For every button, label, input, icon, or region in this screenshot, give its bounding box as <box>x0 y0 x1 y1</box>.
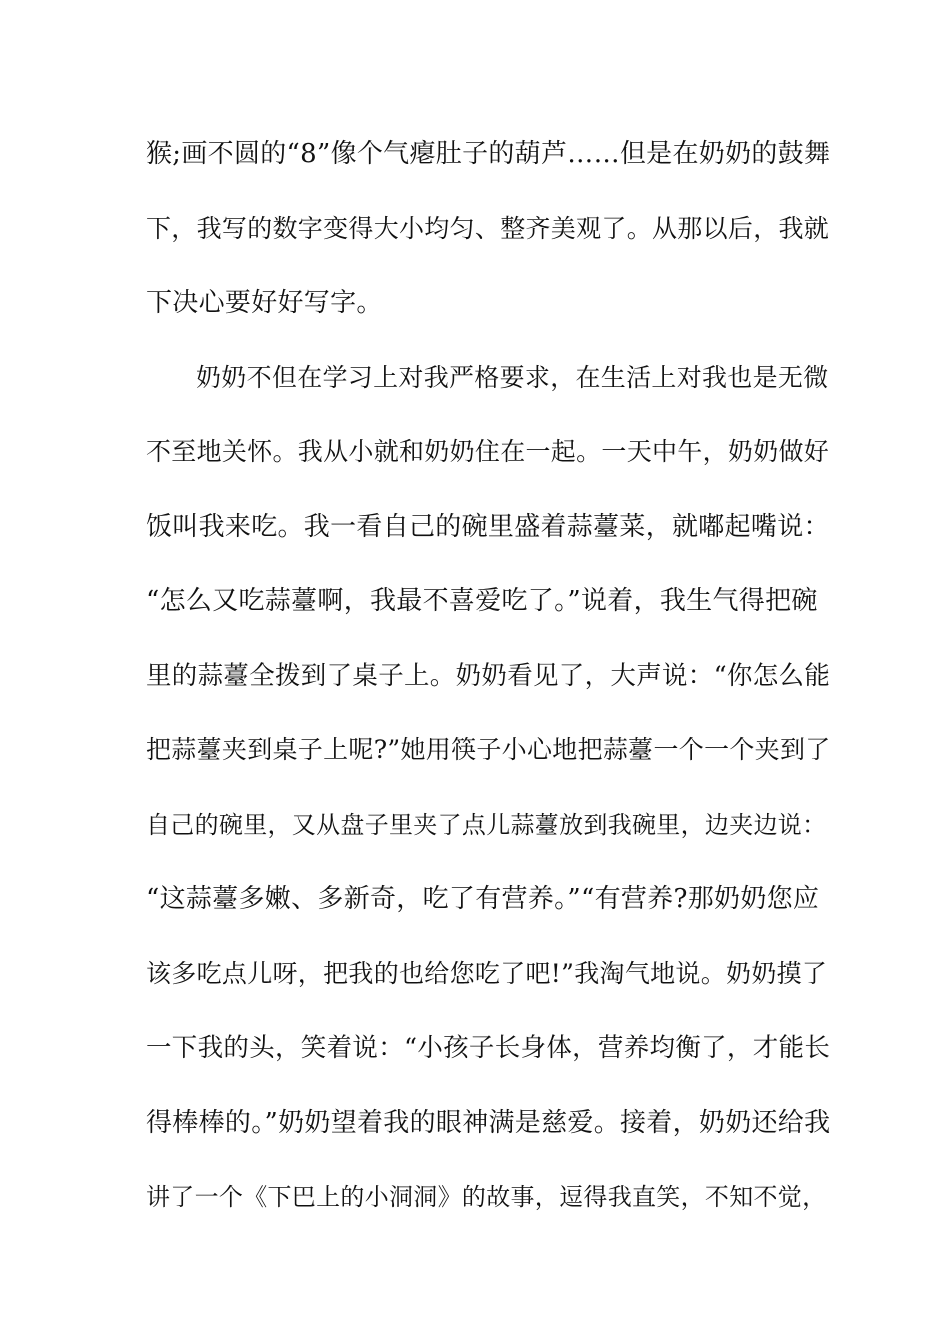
text-line: 里的蒜薹全拨到了桌子上。奶奶看见了，大声说：“你怎么能 <box>146 660 831 691</box>
text-line: 得棒棒的。”奶奶望着我的眼神满是慈爱。接着，奶奶还给我 <box>146 1107 831 1138</box>
text-line: 一下我的头，笑着说：“小孩子长身体，营养均衡了，才能长 <box>146 1033 831 1063</box>
text-line: 讲了一个《下巴上的小洞洞》的故事，逗得我直笑，不知不觉， <box>146 1183 827 1211</box>
text-line: 自己的碗里，又从盘子里夹了点儿蒜薹放到我碗里，边夹边说： <box>146 810 827 839</box>
paragraph-start-line: 奶奶不但在学习上对我严格要求，在生活上对我也是无微 <box>196 362 829 392</box>
body-text <box>146 134 836 1252</box>
text-line: 把蒜薹夹到桌子上呢?”她用筷子小心地把蒜薹一个一个夹到了 <box>146 735 831 764</box>
text-line: 下，我写的数字变得大小均匀、整齐美观了。从那以后，我就 <box>146 213 830 243</box>
text-line: “这蒜薹多嫩、多新奇，吃了有营养。”“有营养?那奶奶您应 <box>146 884 820 914</box>
text-line: “怎么又吃蒜薹啊，我最不喜爱吃了。”说着，我生气得把碗 <box>146 586 818 616</box>
text-line: 下决心要好好写字。 <box>146 288 383 318</box>
text-line: 不至地关怀。我从小就和奶奶住在一起。一天中午，奶奶做好 <box>146 437 830 466</box>
text-line: 饭叫我来吃。我一看自己的碗里盛着蒜薹菜，就嘟起嘴说： <box>146 511 830 542</box>
text-line: 该多吃点儿呀，把我的也给您吃了吧!”我淘气地说。奶奶摸了 <box>146 958 828 988</box>
text-line: 猴;画不圆的“8”像个气瘪肚子的葫芦……但是在奶奶的鼓舞 <box>146 139 831 169</box>
